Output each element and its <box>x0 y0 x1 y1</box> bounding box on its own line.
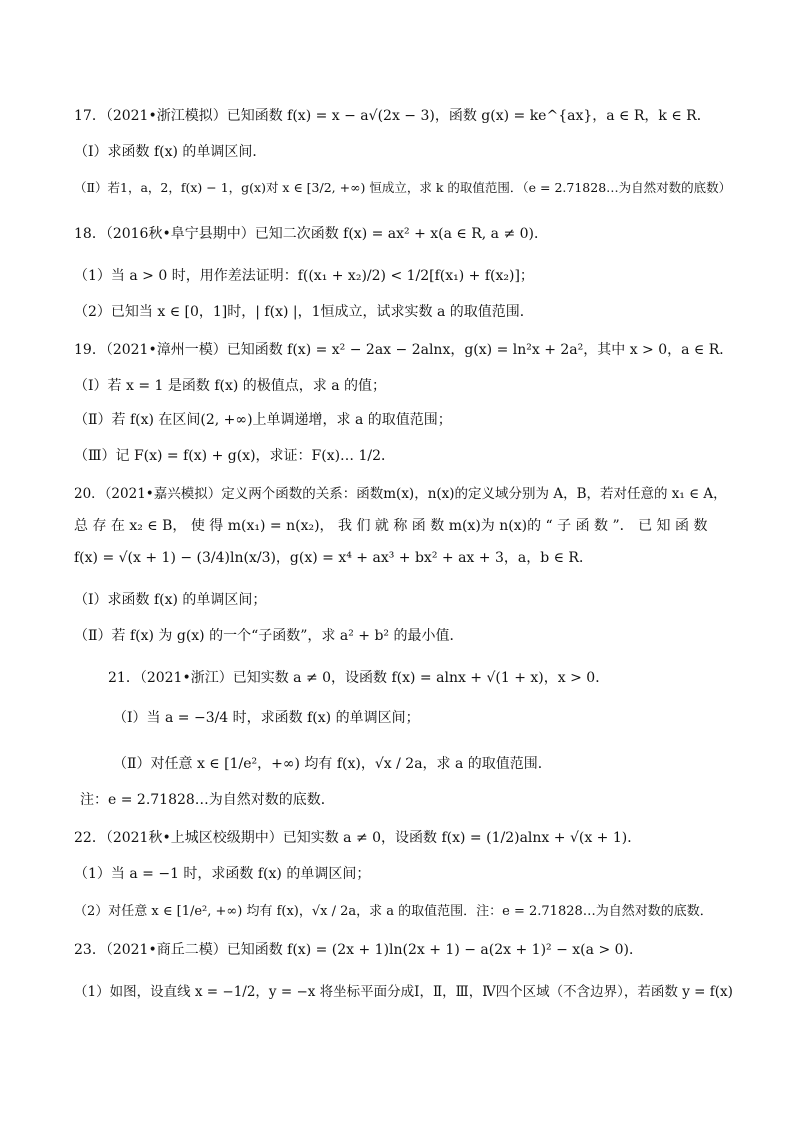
problem-19-part-1: （Ⅰ）若 x = 1 是函数 f(x) 的极值点，求 a 的值； <box>74 378 387 394</box>
problem-21-part-1: （Ⅰ）当 a = −3/4 时，求函数 f(x) 的单调区间； <box>113 710 420 726</box>
problem-22-stem: 22．（2021秋•上城区校级期中）已知实数 a ≠ 0，设函数 f(x) = (1/2)alnx + √(x + 1)． <box>74 830 642 846</box>
problem-20-stem-line-1: 20．（2021•嘉兴模拟）定义两个函数的关系：函数m(x)，n(x)的定义域分别为 A，B，若对任意的 x₁ ∈ A， <box>74 486 727 502</box>
problem-21-part-2: （Ⅱ）对任意 x ∈ [1/e²，+∞) 均有 f(x)，√x / 2a，求 a 的取值范围． <box>113 756 552 772</box>
problem-20-stem-line-3: f(x) = √(x + 1) − (3/4)ln(x/3)，g(x) = x⁴ + ax³ + bx² + ax + 3，a，b ∈ R． <box>74 550 593 566</box>
problem-20-stem-line-2: 总 存 在 x₂ ∈ B， 使 得 m(x₁) = n(x₂)， 我 们 就 称 函 数 m(x)为 n(x)的 “ 子 函 数 ”． 已 知 函 数 <box>74 518 708 534</box>
problem-19-stem: 19．（2021•漳州一模）已知函数 f(x) = x² − 2ax − 2alnx，g(x) = ln²x + 2a²，其中 x > 0，a ∈ R． <box>74 342 734 358</box>
problem-18-stem: 18．（2016秋•阜宁县期中）已知二次函数 f(x) = ax² + x(a ∈ R, a ≠ 0)． <box>74 226 549 242</box>
problem-18-part-2: （2）已知当 x ∈ [0，1]时，| f(x) |，1恒成立，试求实数 a 的取值范围． <box>74 304 534 320</box>
problem-17-part-1: （Ⅰ）求函数 f(x) 的单调区间． <box>74 144 267 160</box>
problem-21-note: 注：e = 2.71828…为自然对数的底数． <box>80 792 335 808</box>
problem-17-part-2: （Ⅱ）若1，a，2，f(x) − 1，g(x)对 x ∈ [3/2, +∞) 恒成立，求 k 的取值范围．（e = 2.71828…为自然对数的底数） <box>74 180 732 195</box>
problem-20-part-2: （Ⅱ）若 f(x) 为 g(x) 的一个“子函数”，求 a² + b² 的最小值． <box>74 628 464 644</box>
problem-22-part-2: （2）对任意 x ∈ [1/e², +∞) 均有 f(x)，√x / 2a，求 a 的取值范围．注：e = 2.71828…为自然对数的底数． <box>74 904 713 919</box>
problem-20-part-1: （Ⅰ）求函数 f(x) 的单调区间； <box>74 592 267 608</box>
problem-23-stem: 23．（2021•商丘二模）已知函数 f(x) = (2x + 1)ln(2x + 1) − a(2x + 1)² − x(a > 0)． <box>74 942 643 958</box>
problem-19-part-2: （Ⅱ）若 f(x) 在区间(2, +∞)上单调递增，求 a 的取值范围； <box>74 412 452 428</box>
problem-21-stem: 21．（2021•浙江）已知实数 a ≠ 0，设函数 f(x) = alnx + √(1 + x)，x > 0． <box>108 670 610 686</box>
problem-23-part-1: （1）如图，设直线 x = −1/2，y = −x 将坐标平面分成Ⅰ，Ⅱ，Ⅲ，Ⅳ四个区域（不含边界），若函数 y = f(x) <box>74 984 733 1000</box>
problem-17-stem: 17．（2021•浙江模拟）已知函数 f(x) = x − a√(2x − 3)，函数 g(x) = ke^{ax}，a ∈ R，k ∈ R． <box>74 108 711 124</box>
problem-22-part-1: （1）当 a = −1 时，求函数 f(x) 的单调区间； <box>74 866 371 882</box>
problem-19-part-3: （Ⅲ）记 F(x) = f(x) + g(x)，求证：F(x)… 1/2． <box>74 448 396 464</box>
problem-18-part-1: （1）当 a > 0 时，用作差法证明：f((x₁ + x₂)/2) < 1/2[f(x₁) + f(x₂)]； <box>74 268 534 284</box>
